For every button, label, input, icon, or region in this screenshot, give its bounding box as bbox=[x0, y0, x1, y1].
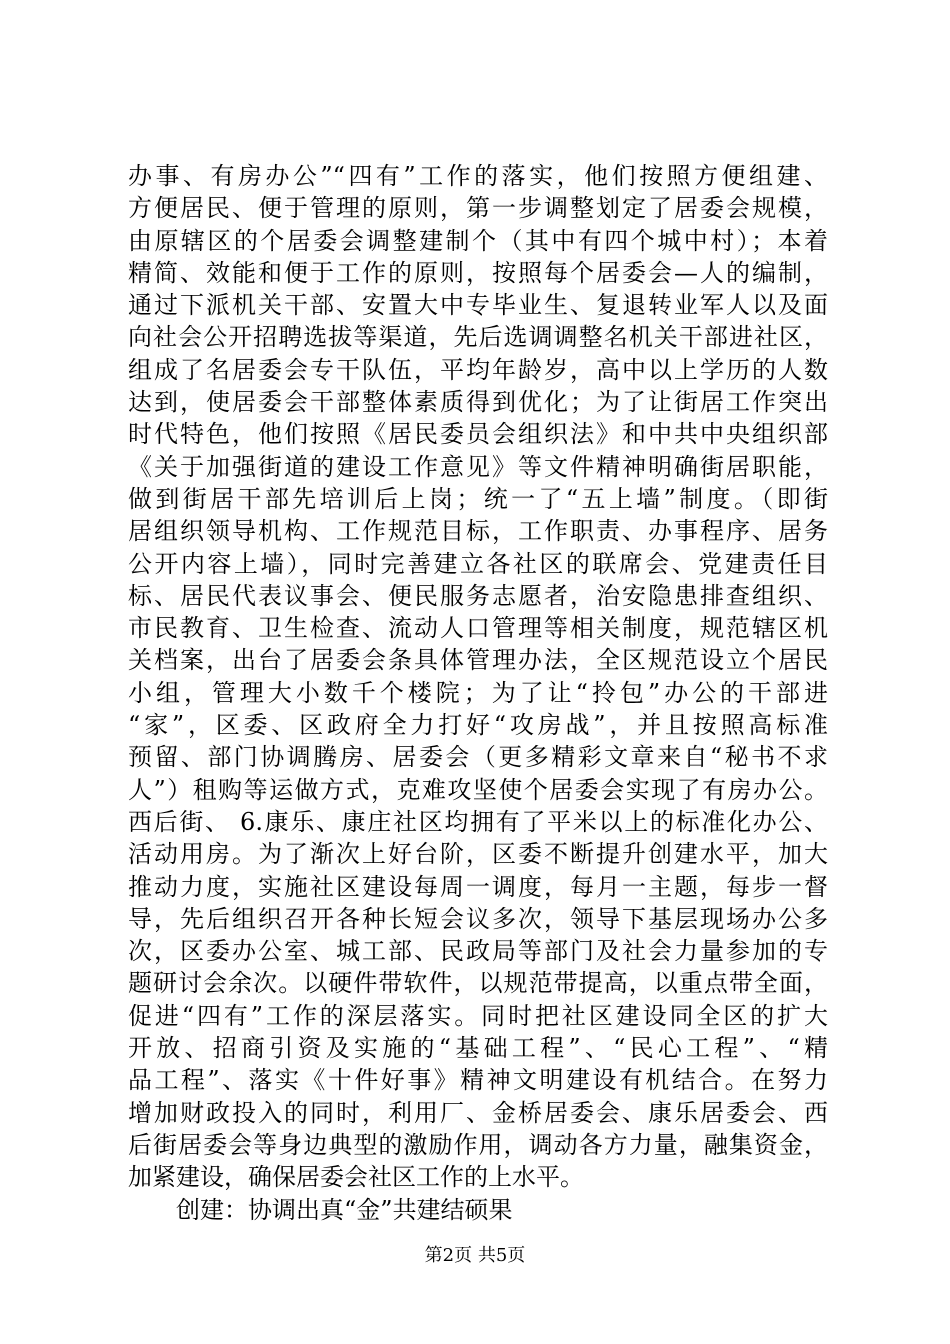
text-line: 方便居民、便于管理的原则，第一步调整划定了居委会规模， bbox=[128, 194, 828, 223]
text-line: 通过下派机关干部、安置大中专毕业生、复退转业军人以及面 bbox=[128, 291, 828, 320]
text-line: 推动力度，实施社区建设每周一调度，每月一主题，每步一督 bbox=[128, 872, 828, 901]
text-line: 预留、部门协调腾房、居委会（更多精彩文章来自“秘书不求 bbox=[128, 743, 828, 772]
text-line: 题研讨会余次。以硬件带软件，以规范带提高，以重点带全面， bbox=[128, 969, 828, 998]
text-line: 公开内容上墙），同时完善建立各社区的联席会、党建责任目 bbox=[128, 549, 828, 578]
text-line: 开放、招商引资及实施的“基础工程”、“民心工程”、“精 bbox=[128, 1034, 828, 1063]
text-line: 做到街居干部先培训后上岗；统一了“五上墙”制度。（即街 bbox=[128, 484, 828, 513]
page-footer: 第2页 共5页 bbox=[424, 1245, 526, 1266]
section-heading: 创建：协调出真“金”共建结硕果 bbox=[176, 1195, 513, 1224]
text-line: “家”，区委、区政府全力打好“攻房战”，并且按照高标准 bbox=[128, 711, 828, 740]
text-line: 组成了名居委会专干队伍，平均年龄岁，高中以上学历的人数 bbox=[128, 355, 828, 384]
text-line: 人”）租购等运做方式，克难攻坚使个居委会实现了有房办公。 bbox=[128, 775, 828, 804]
text-line: 居组织领导机构、工作规范目标，工作职责、办事程序、居务 bbox=[128, 517, 828, 546]
text-line: 西后街、 6.康乐、康庄社区均拥有了平米以上的标准化办公、 bbox=[128, 807, 828, 836]
text-line: 向社会公开招聘选拔等渠道，先后选调调整名机关干部进社区， bbox=[128, 323, 828, 352]
text-line: 导，先后组织召开各种长短会议多次，领导下基层现场办公多 bbox=[128, 904, 828, 933]
body-text bbox=[128, 160, 828, 1226]
text-line: 由原辖区的个居委会调整建制个（其中有四个城中村）；本着 bbox=[128, 226, 828, 255]
text-line: 加紧建设，确保居委会社区工作的上水平。 bbox=[128, 1163, 584, 1192]
text-line: 达到，使居委会干部整体素质得到优化；为了让街居工作突出 bbox=[128, 388, 828, 417]
text-line: 市民教育、卫生检查、流动人口管理等相关制度，规范辖区机 bbox=[128, 614, 828, 643]
text-line: 后街居委会等身边典型的激励作用，调动各方力量，融集资金， bbox=[128, 1130, 828, 1159]
text-line: 促进“四有”工作的深层落实。同时把社区建设同全区的扩大 bbox=[128, 1001, 828, 1030]
text-line: 次，区委办公室、城工部、民政局等部门及社会力量参加的专 bbox=[128, 937, 828, 966]
text-line: 办事、有房办公”“四有”工作的落实，他们按照方便组建、 bbox=[128, 162, 828, 190]
text-line: 小组，管理大小数千个楼院；为了让“拎包”办公的干部进 bbox=[128, 678, 828, 707]
text-line: 活动用房。为了渐次上好台阶，区委不断提升创建水平，加大 bbox=[128, 840, 828, 869]
text-line: 品工程”、落实《十件好事》精神文明建设有机结合。在努力 bbox=[128, 1066, 828, 1095]
text-line: 精简、效能和便于工作的原则，按照每个居委会—人的编制， bbox=[128, 258, 828, 287]
text-line: 关档案，出台了居委会条具体管理办法，全区规范设立个居民 bbox=[128, 646, 828, 675]
text-line: 《关于加强街道的建设工作意见》等文件精神明确街居职能， bbox=[128, 452, 828, 481]
text-line: 标、居民代表议事会、便民服务志愿者，治安隐患排查组织、 bbox=[128, 581, 828, 610]
text-line: 增加财政投入的同时，利用厂、金桥居委会、康乐居委会、西 bbox=[128, 1098, 828, 1127]
text-line: 时代特色，他们按照《居民委员会组织法》和中共中央组织部 bbox=[128, 420, 828, 449]
